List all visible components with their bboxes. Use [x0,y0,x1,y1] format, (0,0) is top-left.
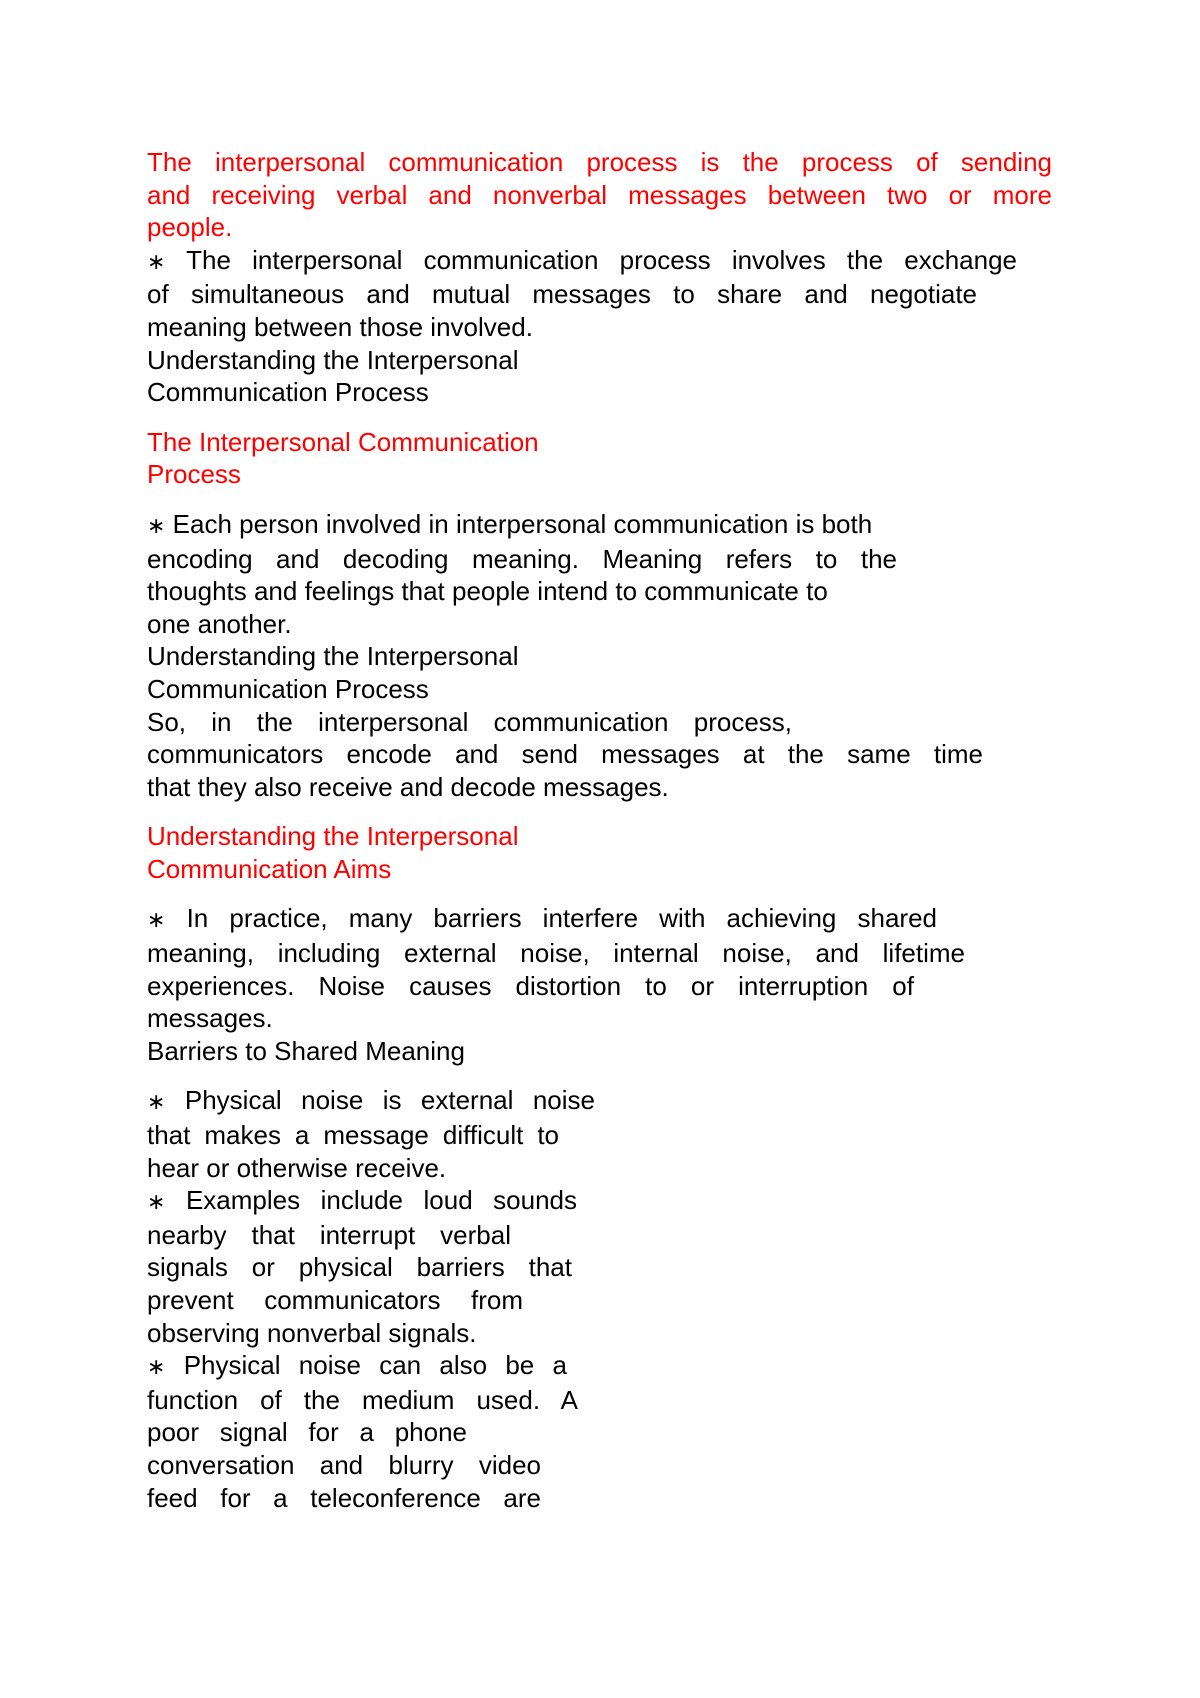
body-line: meaning between those involved. [147,311,533,342]
body-line: communicators encode and send messages at the same time [147,739,983,770]
body-line: signals or physical barriers that [147,1252,572,1283]
body-line: thoughts and feelings that people intend to communicate to [147,576,828,607]
body-line: prevent communicators from [147,1285,523,1315]
body-line: ∗ The interpersonal communication process involves the exchange [147,244,1017,275]
section-heading: Understanding the Interpersonal [147,821,519,852]
body-line: encoding and decoding meaning. Meaning refers to the [147,543,897,574]
body-line: observing nonverbal signals. [147,1317,477,1348]
body-line: of simultaneous and mutual messages to share and negotiate [147,279,977,310]
body-line: ∗ Each person involved in interpersonal communication is both [147,508,873,539]
asterisk-bullet-icon: ∗ [147,1189,166,1215]
asterisk-bullet-icon: ∗ [147,907,166,933]
body-line: feed for a teleconference are [147,1482,541,1513]
asterisk-bullet-icon: ∗ [147,248,166,274]
section-heading: The Interpersonal Communication [147,426,539,457]
body-line: experiences. Noise causes distortion to or interruption of [147,970,914,1001]
body-line: ∗ Physical noise can also be a [147,1350,567,1381]
asterisk-bullet-icon: ∗ [147,1089,166,1115]
body-line: So, in the interpersonal communication process, [147,706,792,737]
body-line: ∗ Physical noise is external noise [147,1085,595,1116]
document-page [147,146,1057,1514]
body-line: function of the medium used. A [147,1384,578,1415]
body-line: ∗ Examples include loud sounds [147,1185,578,1216]
asterisk-bullet-icon: ∗ [147,1354,166,1380]
body-line: Communication Process [147,377,429,408]
section-heading: Process [147,459,241,490]
intro-line: and receiving verbal and nonverbal messages between two or more [147,179,1052,210]
body-line: Barriers to Shared Meaning [147,1035,465,1066]
body-line: conversation and blurry video [147,1449,541,1480]
body-line: hear or otherwise receive. [147,1152,447,1183]
body-line: that they also receive and decode messages. [147,771,669,802]
body-line: nearby that interrupt verbal [147,1219,511,1250]
body-line: that makes a message difficult to [147,1120,559,1151]
section-heading: Communication Aims [147,853,392,884]
body-line: messages. [147,1003,273,1034]
body-line: poor signal for a phone [147,1417,467,1448]
intro-line: people. [147,212,233,243]
body-line: meaning, including external noise, internal noise, and lifetime [147,938,965,969]
intro-line: The interpersonal communication process is the process of sending [147,147,1052,177]
asterisk-bullet-icon: ∗ [147,512,166,538]
body-line: one another. [147,608,292,639]
body-line: Communication Process [147,673,429,704]
body-line: ∗ In practice, many barriers interfere with achieving shared [147,903,937,934]
body-line: Understanding the Interpersonal [147,641,519,672]
body-line: Understanding the Interpersonal [147,344,519,375]
